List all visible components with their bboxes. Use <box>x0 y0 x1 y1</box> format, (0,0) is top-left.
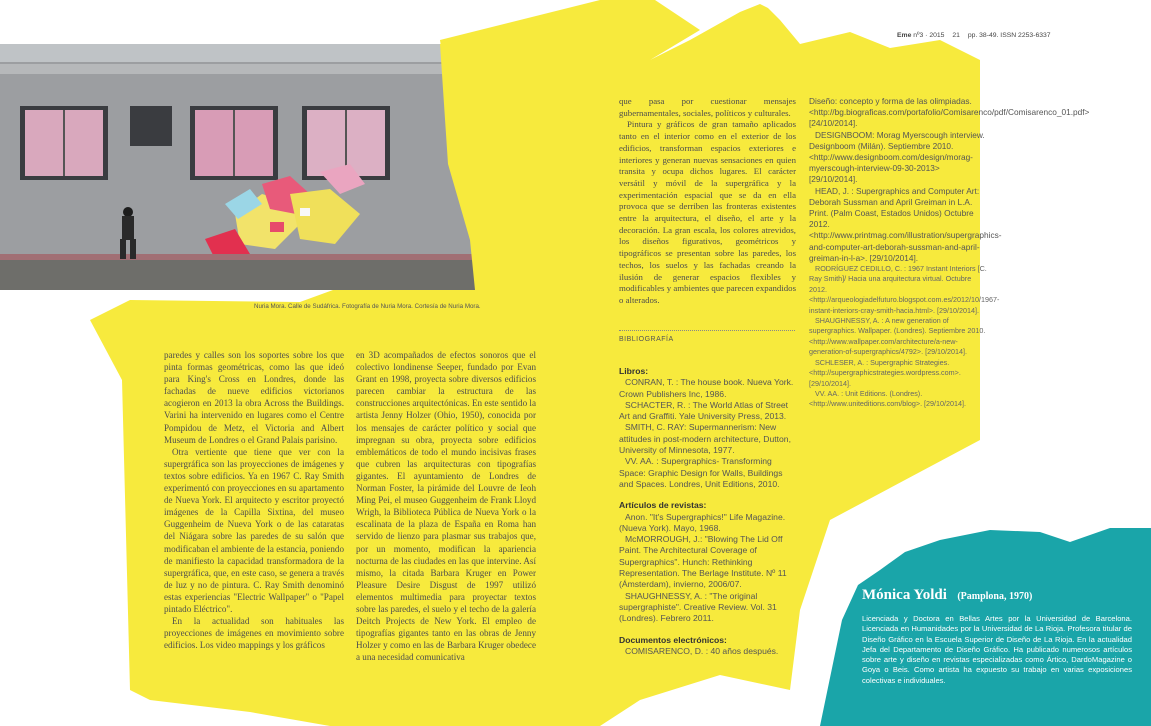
article-entry: SHAUGHNESSY, A. : "The original supergraphiste". Creative Review. Vol. 31 (Londres). Febrero 2011. <box>619 590 777 624</box>
doc-entry: VV. AA. : Unit Editions. (Londres). <http://www.uniteditions.com/blog>. [29/10/2014]. <box>809 388 967 409</box>
text-column-3 <box>619 96 796 307</box>
bibliography-rule <box>619 330 795 331</box>
paragraph: en 3D acompañados de efectos sonoros que el colectivo londinense Seeper, fundado por Evan Grant en 1998, proyecta sobre diversos edificios parecen cambiar la estructura de las construcciones arquitectónicas. En este sentido la artista Jenny Holzer (Ohio, 1950), conocida por los mensajes de carácter político y social que impregnan su obra, proyecta sobre edificios emblemáticos de todo el mundo incisivas frases que cubren las arquitecturas con tipografías gigantes. El ayuntamiento de Londres de Norman Foster, la pirámide del Louvre de Ieoh Ming Pei, el museo Guggenheim de Frank Lloyd Wrigh, la Biblioteca Pública de Nueva York o la escalinata de la plaza de España en Roma han servido de lienzo para plasmar sus trabajos que, por un momento, modifican la apariencia nocturna de las ciudades en las que intervine. Así mismo, la citada Barbara Kruger en Power Pleasure Desire Disgust de 1997 utilizó elementos multimedia para proyectar textos sobre las paredes, el suelo y el techo de la galería Deitch Projects de New York. El empleo de tipografías gigantes tanto en las obras de Jenny Holzer y como en las de Barbara Kruger obedece a una necesidad comunicativa <box>356 350 536 663</box>
paragraph: En la actualidad son habituales las proyecciones de imágenes en movimiento sobre edificios. Los video mappings y los gráficos <box>164 616 344 651</box>
issue-number: nº3 · 2015 <box>913 32 945 39</box>
book-entry: SMITH, C. RAY: Supermannerism: New attitudes in post-modern architecture, Dutton, University of Minnesota, 1977. <box>619 422 791 456</box>
bibliography-list <box>619 362 796 657</box>
doc-entry: DESIGNBOOM: Morag Myerscough interview. Designboom (Milán). Septiembre 2010. <http://www.designboom.com/design/morag-myerscough-interview-09-30-2013> [29/10/2014]. <box>809 129 985 185</box>
doc-entry: SHAUGHNESSY, A. : A new generation of supergraphics. Wallpaper. (Londres). Septiembre 2010. <http://www.wallpaper.com/architecture/a-new-generation-of-supergraphics/4792>. [29/10/2014]. <box>809 316 986 357</box>
text-column-1 <box>164 349 344 651</box>
author-heading <box>862 586 1132 604</box>
bibliography-column-2 <box>809 96 1090 410</box>
doc-entry: COMISARENCO, D. : 40 años después. <box>625 645 779 656</box>
article-entry: McMORROUGH, J.: "Blowing The Lid Off Paint. The Architectural Coverage of Supergraphics". Hunch: Rethinking Representation. The Berlage Institute. Nº 11 (Ámsterdam), invierno, 2006/07. <box>619 534 787 590</box>
mural-photo <box>0 44 487 290</box>
doc-entry: Diseño: concepto y forma de las olimpiadas. <http://bg.biograficas.com/portafolio/Comisarenco/pdf/Comisarenco_01.pdf> [24/10/2014]. <box>809 96 1090 129</box>
journal-name: Eme <box>897 32 912 39</box>
articles-heading: Artículos de revistas: <box>619 500 707 511</box>
docs-heading: Documentos electrónicos: <box>619 634 727 645</box>
page-number: 21 <box>952 32 960 39</box>
paragraph: que pasa por cuestionar mensajes gubernamentales, sociales, políticos y culturales. <box>619 96 796 118</box>
author-origin: (Pamplona, 1970) <box>957 591 1033 602</box>
paragraph: Otra vertiente que tiene que ver con la supergráfica son las proyecciones de imágenes y textos sobre edificios. Ya en 1967 C. Ray Smith experimentó con proyecciones en su apartamento de Nueva York. El arquitecto y escritor proyectó imágenes de la Capilla Sixtina, del museo Guggenheim de Nueva York o de las cataratas del Niágara sobre las paredes de su salón que modificaban el ambiente de la estancia, poniendo de manifiesto la capacidad transformadora de la supergráfica, que, en este caso, se genera a través de luz y no de pintura. C. Ray Smith denominó estas experiencias "Electric Wallpaper" o "Papel pintado Eléctrico". <box>164 446 344 614</box>
article-entry: Anon. "It's Supergraphics!" Life Magazine. (Nueva York). Mayo, 1968. <box>619 511 786 533</box>
running-header <box>897 32 1051 39</box>
text-column-2 <box>356 349 536 663</box>
book-entry: SCHACTER, R. : The World Atlas of Street Art and Graffiti. Yale University Press, 2013. <box>619 399 789 422</box>
author-bio: Licenciada y Doctora en Bellas Artes por la Universidad de Barcelona. Licenciada en Humanidades por la Universidad de La Rioja. Profesora titular de Diseño Gráfico en la Escuela Superior de Diseño de La Rioja. En la actualidad Jefa del Departamento de Diseño Gráfico. Ha publicado numerosos artículos sobre arte y diseño en revistas especializadas como Ártico, DardoMagazine o Goya o Beis. Como artista ha expuesto su trabajo en varias exposiciones colectivas e individuales. <box>862 614 1132 685</box>
paragraph: paredes y calles son los soportes sobre los que pinta formas geométricas, como las que ideó para King's Cross en Londres, donde las fachadas de nueve edificios victorianos acogieron en 2013 la obra Across the Buildings. Varini ha intervenido en lugares como el Centre Pompidou de Metz, el Victoria and Albert Museum de Londres o el Grand Palais parisino. <box>164 350 344 445</box>
photo-caption: Nuria Mora. Calle de Sudáfrica. Fotografía de Nuria Mora. Cortesía de Nuria Mora. <box>254 303 481 310</box>
author-box <box>862 586 1132 686</box>
author-name: Mónica Yoldi <box>862 587 947 603</box>
book-entry: VV. AA. : Supergraphics- Transforming Space: Graphic Design for Walls, Buildings and Spaces. Londres, Unit Editions, 2010. <box>619 456 783 489</box>
book-entry: CONRAN, T. : The house book. Nueva York. Crown Publishers Inc, 1986. <box>619 377 794 399</box>
books-heading: Libros: <box>619 366 649 376</box>
mural-photo-drawing <box>0 44 487 290</box>
page-range-issn: pp. 38-49. ISSN 2253-6337 <box>967 32 1051 39</box>
doc-entry: SCHLESER, A. : Supergraphic Strategies. <http://supergraphicstrategies.wordpress.com>. [29/10/2014]. <box>809 357 961 388</box>
bibliography-title: BIBLIOGRAFÍA <box>619 336 674 343</box>
paragraph: Pintura y gráficos de gran tamaño aplicados tanto en el interior como en el exterior de los edificios, transforman espacios exteriores e interiores y generan nuevas sensaciones en quien transita y ocupa dichos lugares. El carácter versátil y móvil de la supergráfica y la experimentación espacial que se da en ella provoca que se derriben las fronteras existentes entre la arquitectura, el diseño, el arte y la decoración. La gran escala, los colores atrevidos, los diseños figurativos, geométricos y tipográficos se presentan sobre las paredes, los techos, los suelos y las fachadas creando la ilusión de generar espacios flexibles y modificables y ambientes que parecen expandidos o alterados. <box>619 119 796 305</box>
doc-entry: HEAD, J. : Supergraphics and Computer Art: Deborah Sussman and April Greiman in L.A. Print. (Palm Coast, Estados Unidos) Octubre 2012. <http://www.printmag.com/illustration/supergraphics-and-computer-art-deborah-sussman-and-april-greiman-in-l-a>. [29/10/2014]. <box>809 185 1002 263</box>
doc-entry: RODRÍGUEZ CEDILLO, C. : 1967 Instant Interiors [C. Ray Smith]/ Hacia una arquitectura virtual. Octubre 2012. <http://arqueologiadelfuturo.blogspot.com.es/2012/10/1967-instant-interiors-cray-smith-hacia.html>. [29/10/2014]. <box>809 264 1000 315</box>
